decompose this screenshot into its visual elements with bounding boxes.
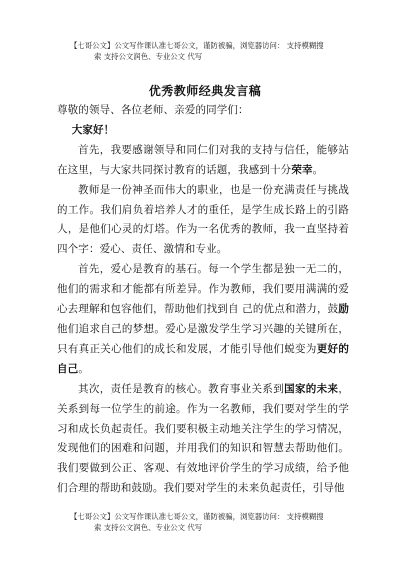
paragraph-1-bold: 荣幸 bbox=[291, 163, 313, 176]
paragraph-3-bold-1: 励 bbox=[338, 303, 349, 316]
document-title: 优秀教师经典发言稿 bbox=[148, 84, 262, 98]
paragraph-3-text-a: 首先，爱心是教育的基石。每一个学生都是独一无二的，他们的需求和才能都有所差异。作为教师，我们要用满满的爱心去理解和包容他们，帮助他们找到自 己的优点和潜力，鼓 bbox=[57, 263, 349, 316]
paragraph-3 bbox=[57, 260, 349, 379]
header-line-1: 【七哥公文】公文写作课认准七哥公文，谨防被骗，浏览器访问： 支持模糊搜 bbox=[70, 41, 324, 50]
document-body bbox=[57, 101, 349, 499]
paragraph-4 bbox=[57, 380, 349, 499]
footer-line-1: 【七哥公文】公文写作课认准七哥公文，谨防被骗，浏览器访问： 支持模糊搜 bbox=[70, 512, 324, 521]
paragraph-1 bbox=[57, 141, 349, 181]
paragraph-3-text-c: 他们追求自己的梦想。爱心是激发学生学习兴趣的关键所在， 只有真正关心他们的成长和发展，才能引导他们蜕变为 bbox=[57, 322, 349, 355]
page-footer bbox=[70, 511, 370, 533]
paragraph-1-text-a: 首先，我要感谢领导和同仁们对我的支持与信任，能够站在这里，与大家共同探讨教育的话题，我感到十分 bbox=[57, 143, 349, 176]
salutation: 尊敬的领导、各位老师、亲爱的同学们： bbox=[57, 104, 249, 116]
paragraph-3-text-e: 。 bbox=[78, 362, 89, 375]
paragraph-3-bold-2: 更好的 自己 bbox=[57, 342, 349, 375]
paragraph-2: 教师是一份神圣而伟大的职业，也是一份充满责任与挑战的工作。我们肩负着培养人才的重任，是学生成长路上的引路人，是他们心灵的灯塔。作为一名优秀的教师，我一直坚持着四个字：爱心、责任、激情和专业。 bbox=[57, 183, 349, 256]
page-header bbox=[70, 40, 370, 62]
greeting: 大家好！ bbox=[71, 123, 115, 136]
footer-line-2: 索 支持公文润色、专业公文 代写 bbox=[94, 523, 203, 532]
header-line-2: 索 支持公文润色、专业公文 代写 bbox=[94, 52, 203, 61]
paragraph-4-text-c: ，关系到每一位学生的前途。作为一名教师，我们要对学生的学习和成长负起责任。我们要积极主动地关注学生的学习情况，发现他们的困难和问题，并用我们的知识和智慧去帮助他们。我们要做到公正、客观、有效地评价学生的学习成绩，给予他们合理的帮助和鼓励。我们要对学生的未来负起责任，引导他 bbox=[57, 382, 350, 495]
paragraph-4-text-a: 其次，责任是教育的核心。教育事业关系到 bbox=[78, 382, 285, 395]
paragraph-1-text-c: 。 bbox=[312, 163, 324, 176]
paragraph-4-bold: 国家的未来 bbox=[284, 382, 339, 395]
